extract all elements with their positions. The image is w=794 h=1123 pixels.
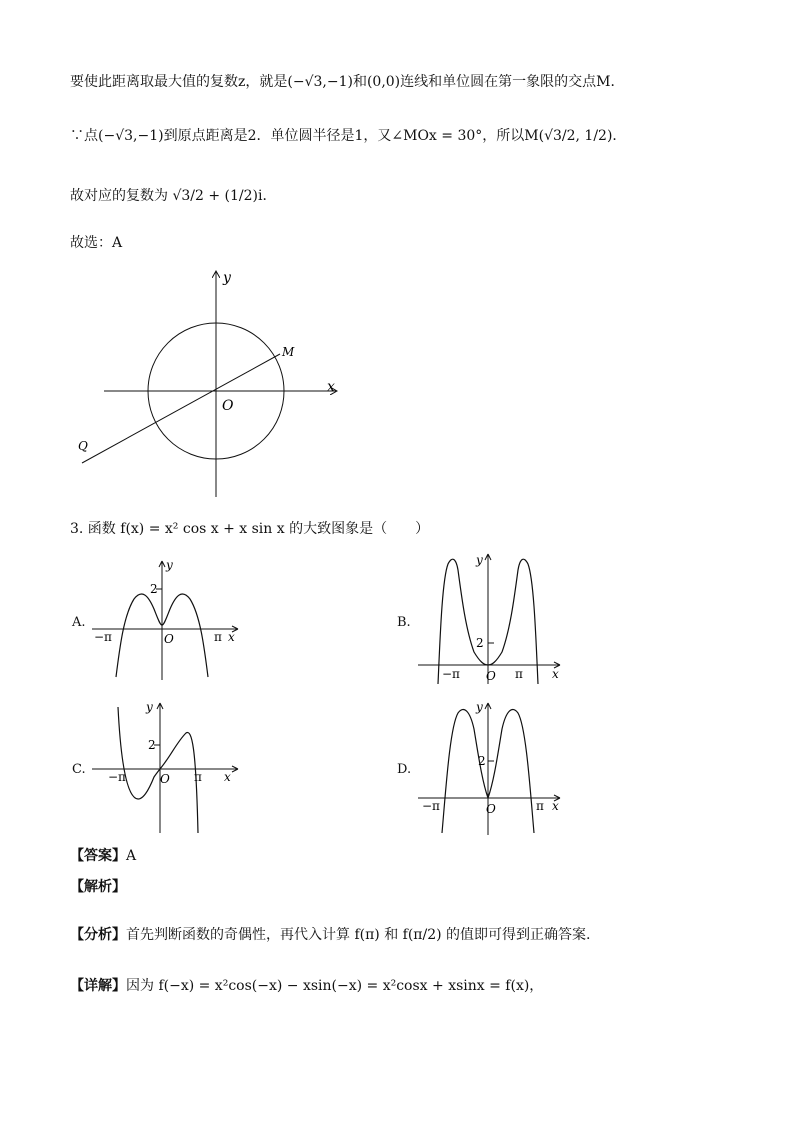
A-two: 2 [150, 582, 158, 596]
D-x: x [552, 799, 559, 813]
xiangjie-text: 因为 f(−x) = x²cos(−x) − xsin(−x) = x²cosx + xsinx = f(x)， [126, 978, 544, 994]
A-y: y [166, 558, 173, 572]
D-pi: π [536, 799, 544, 813]
text-line-1: 要使此距离取最大值的复数z，就是(−√3,−1)和(0,0)连线和单位圆在第一象限的交点M． [70, 74, 625, 90]
C-pi: π [194, 770, 202, 784]
option-C-graph [88, 697, 248, 837]
D-O: O [486, 802, 496, 816]
B-neg-pi: −π [442, 667, 460, 681]
C-y: y [146, 700, 153, 714]
option-A-label: A. [72, 615, 86, 630]
label-y: y [223, 270, 231, 286]
B-pi: π [515, 667, 523, 681]
fenxi-label: 【分析】 [70, 927, 126, 943]
fenxi-text: 首先判断函数的奇偶性，再代入计算 f(π) 和 f(π/2) 的值即可得到正确答案. [126, 927, 591, 943]
A-pi: π [214, 630, 222, 644]
text-line-3: 故对应的复数为 √3/2 + (1/2)i． [70, 188, 277, 204]
fenxi-line [70, 925, 591, 945]
label-M: M [282, 345, 295, 359]
answer-value: A [126, 848, 137, 864]
label-Q: Q [78, 439, 88, 453]
C-two: 2 [148, 738, 156, 752]
C-O: O [160, 772, 170, 786]
option-D-label: D. [397, 762, 412, 777]
question-3: 3. 函数 f(x) = x² cos x + x sin x 的大致图象是（ ） [70, 521, 430, 537]
text-line-4: 故选：A [70, 235, 123, 251]
analysis-label: 【解析】 [70, 879, 126, 895]
text-line-2: ∵点(−√3,−1)到原点距离是2．单位圆半径是1，又∠MOx = 30°，所以M(√3/2, 1/2)． [70, 128, 627, 144]
analysis-line [70, 877, 126, 897]
D-neg-pi: −π [422, 799, 440, 813]
B-y: y [476, 553, 483, 567]
line-QM [82, 354, 280, 463]
A-neg-pi: −π [94, 630, 112, 644]
A-x: x [228, 630, 235, 644]
A-O: O [164, 632, 174, 646]
answer-line [70, 846, 136, 866]
C-x: x [224, 770, 231, 784]
curve-C [118, 707, 198, 833]
label-O: O [222, 398, 234, 414]
B-O: O [486, 669, 496, 683]
option-D-graph [414, 697, 566, 837]
answer-label: 【答案】 [70, 848, 126, 864]
xiangjie-label: 【详解】 [70, 978, 126, 994]
D-two: 2 [478, 754, 486, 768]
unit-circle-figure [70, 262, 350, 502]
B-x: x [552, 667, 559, 681]
D-y: y [476, 700, 483, 714]
xiangjie-line [70, 976, 543, 996]
option-B-label: B. [397, 615, 411, 630]
option-A-graph [88, 555, 248, 685]
option-B-graph [414, 550, 566, 686]
label-x: x [327, 379, 335, 395]
B-two: 2 [476, 636, 484, 650]
option-C-label: C. [72, 762, 86, 777]
C-neg-pi: −π [108, 770, 126, 784]
